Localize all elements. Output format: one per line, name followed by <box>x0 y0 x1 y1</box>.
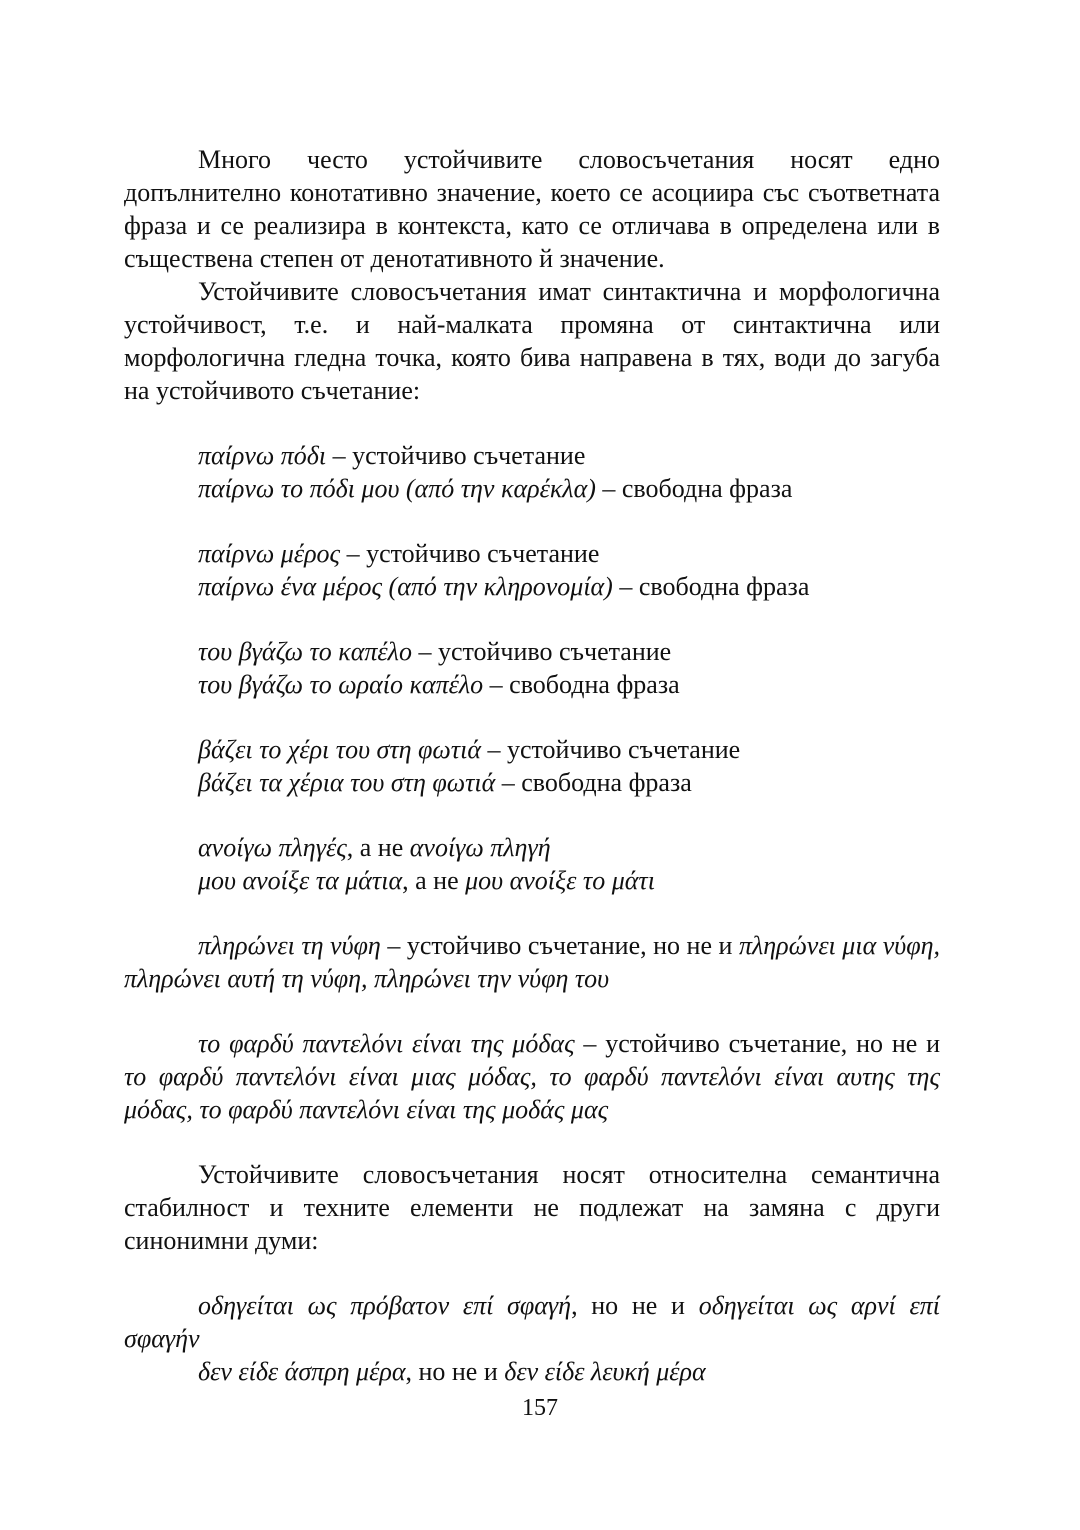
greek-phrase: παίρνω το πόδι μου (από την καρέκλα) <box>198 474 596 503</box>
example-comment: – свободна фраза <box>595 474 793 503</box>
greek-phrase: βάζει το χέρι του στη φωτιά <box>198 735 481 764</box>
example-line <box>198 472 940 505</box>
greek-phrase: πληρώνει τη νύφη <box>198 931 381 960</box>
example-line-8b <box>124 1355 940 1388</box>
greek-phrase: δεν είδε λευκή μέρα <box>504 1357 706 1386</box>
greek-phrase: βάζει τα χέρια του στη φωτιά <box>198 768 496 797</box>
example-line <box>198 766 940 799</box>
example-group-5 <box>124 831 940 897</box>
greek-phrase: οδηγείται ως αρνί επί σφαγήν <box>124 1291 940 1353</box>
example-line <box>198 864 940 897</box>
page-body <box>124 143 940 1388</box>
paragraph-syntactic-stability: Устойчивите словосъчетания имат синтактична и морфологична устойчивост, т.е. и най-малката промяна от синтактична или морфологична гледна точка, която бива направена в тях, води до загуба на устойчивото съчетание: <box>124 277 940 405</box>
example-line <box>198 668 940 701</box>
greek-phrase: το φαρδύ παντελόνι είναι της μόδας <box>198 1029 575 1058</box>
example-comment: – свободна фраза <box>483 670 680 699</box>
example-comment: – свободна фраза <box>495 768 692 797</box>
example-group-1 <box>124 439 940 505</box>
example-line <box>198 439 940 472</box>
example-group-2 <box>124 537 940 603</box>
example-paragraph-6 <box>124 929 940 995</box>
example-comment: – устойчиво съчетание <box>326 441 586 470</box>
greek-phrase: ανοίγω πληγή <box>409 833 551 862</box>
greek-phrase: ανοίγω πληγές <box>198 833 347 862</box>
example-connector: , а не <box>402 866 466 895</box>
greek-phrase: οδηγείται ως πρόβατον επί σφαγή <box>198 1291 572 1320</box>
example-line <box>198 733 940 766</box>
greek-phrase: δεν είδε άσπρη μέρα <box>198 1357 406 1386</box>
example-comment: – устойчиво съчетание, но не и <box>380 931 739 960</box>
example-connector: , но не и <box>405 1357 505 1386</box>
example-comment: – устойчиво съчетание <box>411 637 672 666</box>
greek-phrase: πληρώνει μια νύφη, πληρώνει αυτή τη νύφη, πληρώνει την νύφη του <box>124 931 940 993</box>
paragraph-semantic-stability: Устойчивите словосъчетания носят относителна семантична стабилност и техните елементи не подлежат на замяна с други синонимни думи: <box>124 1160 940 1255</box>
example-connector: , но не и <box>571 1291 699 1320</box>
greek-phrase: παίρνω πόδι <box>198 441 327 470</box>
paragraph-connotative-meaning: Много често устойчивите словосъчетания носят едно допълнително конотативно значение, което се асоциира със съответната фраза и се реализира в контекста, като се отличава в определена или в съществена степен от денотативното й значение. <box>124 145 940 273</box>
greek-phrase: παίρνω μέρος <box>198 539 341 568</box>
example-connector: , а не <box>346 833 410 862</box>
greek-phrase: του βγάζω το ωραίο καπέλο <box>198 670 484 699</box>
greek-phrase: του βγάζω το καπέλο <box>198 637 412 666</box>
example-paragraph-7 <box>124 1027 940 1126</box>
example-line <box>198 570 940 603</box>
example-line <box>198 831 940 864</box>
example-comment: – свободна фраза <box>612 572 810 601</box>
page-number: 157 <box>522 1395 558 1421</box>
example-line <box>198 537 940 570</box>
example-paragraph-8 <box>124 1289 940 1355</box>
greek-phrase: παίρνω ένα μέρος (από την κληρονομία) <box>198 572 613 601</box>
example-group-4 <box>124 733 940 799</box>
example-comment: – устойчиво съчетание <box>480 735 741 764</box>
greek-phrase: μου ανοίξε το μάτι <box>465 866 655 895</box>
greek-phrase: το φαρδύ παντελόνι είναι μιας μόδας, το φαρδύ παντελόνι είναι αυτης της μόδας, το φαρδύ παντελόνι είναι της μοδάς μας <box>124 1062 940 1124</box>
example-comment: – устойчиво съчетание <box>340 539 600 568</box>
example-line <box>198 635 940 668</box>
example-group-3 <box>124 635 940 701</box>
example-comment: – устойчиво съчетание, но не и <box>574 1029 940 1058</box>
greek-phrase: μου ανοίξε τα μάτια <box>198 866 403 895</box>
